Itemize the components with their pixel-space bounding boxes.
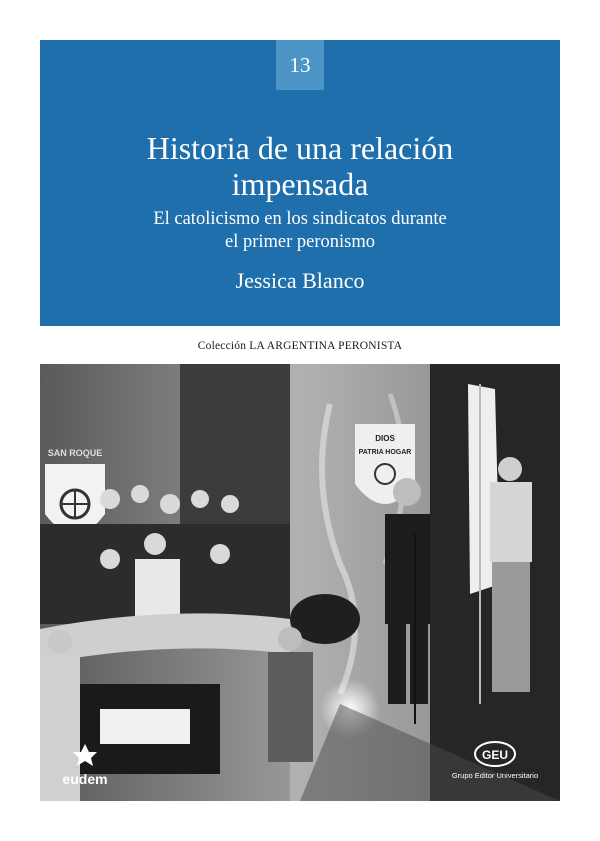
- volume-number: 13: [289, 52, 311, 77]
- title-line-1: Historia de una relación: [146, 130, 454, 166]
- author-name: Jessica Blanco: [235, 268, 365, 293]
- shield-text-line2: PATRIA HOGAR: [358, 449, 412, 456]
- shield-text-line1: DIOS: [375, 434, 395, 443]
- cover-photograph: [40, 364, 560, 801]
- subtitle-line-2: el primer peronismo: [224, 232, 375, 252]
- geu-logo-caption: Grupo Editor Universitario: [451, 771, 539, 780]
- cover-header-panel: [40, 40, 560, 326]
- geu-logo-mark: GEU: [481, 748, 509, 762]
- geu-logo: [448, 740, 543, 785]
- historic-photo-illustration: [40, 364, 560, 801]
- collection-label: [0, 340, 600, 352]
- title-line-2: impensada: [231, 166, 369, 202]
- subtitle-line-1: El catolicismo en los sindicatos durante: [153, 209, 447, 229]
- eudem-logo: [55, 742, 115, 790]
- volume-number-badge: [276, 40, 324, 90]
- book-title: [40, 130, 560, 202]
- eudem-logo-text: eudem: [62, 771, 108, 787]
- collection-prefix: Colección: [197, 340, 250, 352]
- book-subtitle: [40, 208, 560, 254]
- collection-name: LA ARGENTINA PERONISTA: [249, 340, 403, 352]
- banner-text: SAN ROQUE: [47, 448, 103, 458]
